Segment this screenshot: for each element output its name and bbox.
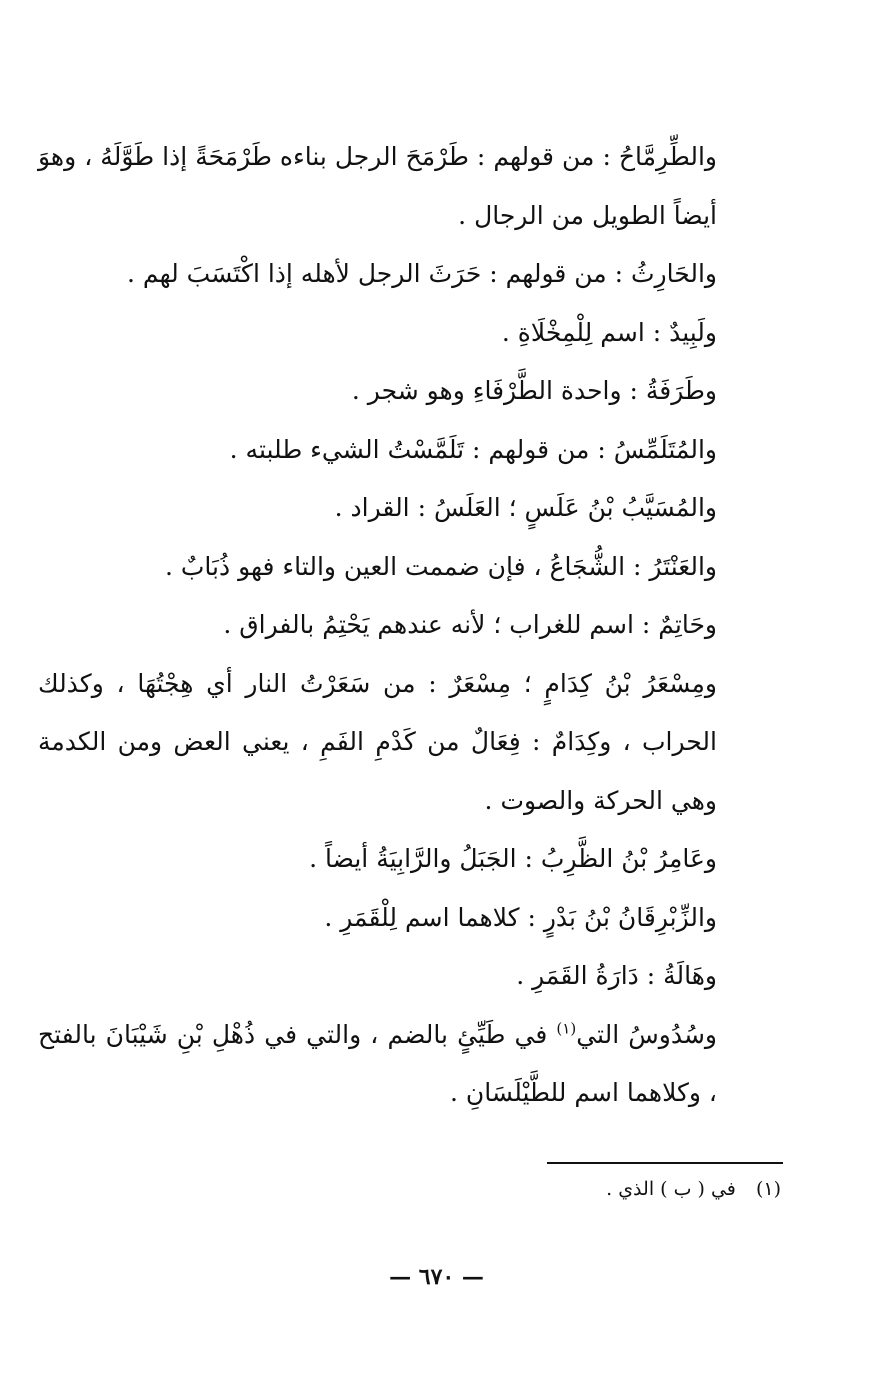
footnote-divider: [547, 1162, 783, 1164]
paragraph-zibriqan: والزِّبْرِقَانُ بْنُ بَدْرٍ : كلاهما اسم لِلْقَمَرِ .: [324, 902, 717, 932]
paragraph-sadus: [38, 1006, 783, 1123]
paragraph-sadus-start: وسُدُوسُ التي: [576, 1019, 717, 1049]
footnote-reference[interactable]: (١): [556, 1019, 577, 1038]
paragraph-antar: والعَنْتَرُ : الشُّجَاعُ ، فإن ضممت العين والتاء فهو ذُبَابٌ .: [164, 551, 717, 581]
footnote-number: (١): [755, 1178, 781, 1200]
paragraph-tirimmah: والطِّرِمَّاحُ : من قولهم : طَرْمَحَ الرجل بناءه طَرْمَحَةً إذا طَوَّلَهُ ، وهوَ أيضاً الطويل من الرجال .: [38, 142, 717, 230]
paragraph-musayyab: والمُسَيَّبُ بْنُ عَلَسٍ ؛ العَلَسُ : القراد .: [334, 493, 717, 522]
paragraph-sadus-rest: في طَيِّئٍ بالضم ، والتي في ذُهْلِ بْنِ شَيْبَانَ بالفتح ، وكلاهما اسم للطَّيْلَسَانِ .: [38, 1019, 717, 1107]
paragraph-mutalammis: والمُتَلَمِّسُ : من قولهم : تَلَمَّسْتُ الشيء طلبته .: [229, 434, 717, 464]
paragraph-tarafa: وطَرَفَةُ : واحدة الطَّرْفَاءِ وهو شجر .: [351, 376, 717, 405]
main-text: [38, 128, 783, 1123]
paragraph-harith: والحَارِثُ : من قولهم : حَرَثَ الرجل لأهله إذا اكْتَسَبَ لهم .: [127, 259, 717, 288]
paragraph-hala: وهَالَةُ : دَارَةُ القَمَرِ .: [516, 961, 717, 990]
paragraph-misar: ومِسْعَرُ بْنُ كِدَامٍ ؛ مِسْعَرٌ : من سَعَرْتُ النار أي هِجْتُهَا ، وكذلك الحراب ، وكِدَامٌ : فِعَالٌ من كَدْمِ الفَمِ ، يعني العض ومن الكدمة وهي الحركة والصوت .: [38, 668, 717, 815]
paragraph-hatim: وحَاتِمٌ : اسم للغراب ؛ لأنه عندهم يَحْتِمُ بالفراق .: [223, 610, 717, 639]
footnote: [606, 1178, 781, 1200]
page-number: — ٦٧٠ —: [389, 1264, 484, 1290]
paragraph-labid: ولَبِيدٌ : اسم لِلْمِخْلَاةِ .: [501, 317, 717, 347]
footnote-text: في ( ب ) الذي .: [606, 1178, 736, 1200]
paragraph-amir: وعَامِرُ بْنُ الظَّرِبُ : الجَبَلُ والرَّابِيَةُ أيضاً .: [309, 844, 717, 873]
